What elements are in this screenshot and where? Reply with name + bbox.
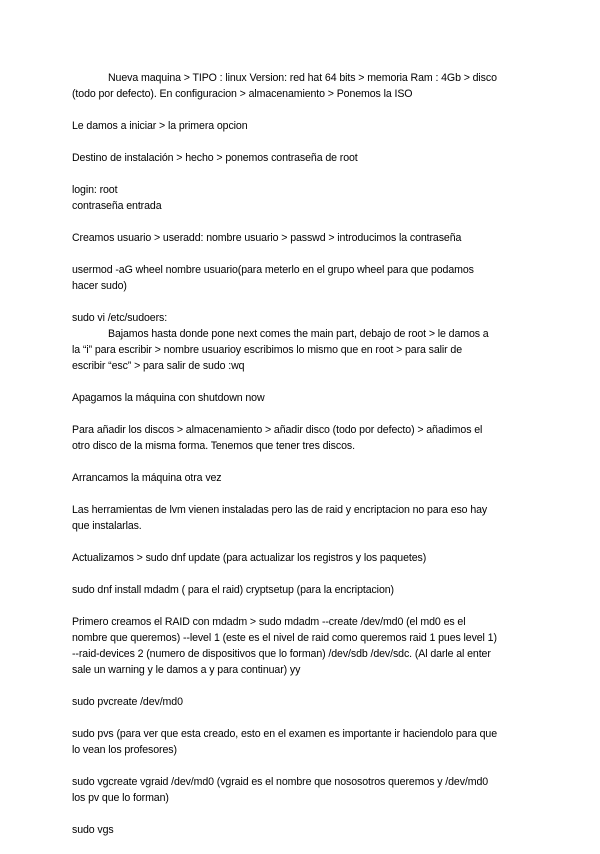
text-line: contraseña entrada [72,200,162,212]
text-line: Arrancamos la máquina otra vez [72,472,222,484]
text-line: Bajamos hasta donde pone next comes the main part, debajo de root > le damos a [108,328,489,340]
text-line: sale un warning y le damos a y para continuar) yy [72,664,301,676]
paragraph-shutdown [72,390,532,406]
text-line: hacer sudo) [72,280,127,292]
paragraph-start [72,118,532,134]
text-line: Destino de instalación > hecho > ponemos contraseña de root [72,152,358,164]
text-line: sudo pvs (para ver que esta creado, esto en el examen es importante ir haciendolo para que [72,728,498,740]
paragraph-update [72,550,532,566]
paragraph-create-raid [72,614,532,678]
paragraph-install-mdadm [72,582,532,598]
text-line: sudo pvcreate /dev/md0 [72,696,183,708]
paragraph-new-machine [72,70,532,102]
text-line: Le damos a iniciar > la primera opcion [72,120,248,132]
paragraph-vgcreate [72,774,532,806]
text-line: otro disco de la misma forma. Tenemos que tener tres discos. [72,440,355,452]
text-line: Nueva maquina > TIPO : linux Version: red hat 64 bits > memoria Ram : 4Gb > disco [108,72,497,84]
text-line: Apagamos la máquina con shutdown now [72,392,265,404]
paragraph-create-user [72,230,532,246]
paragraph-restart [72,470,532,486]
text-line: Las herramientas de lvm vienen instaladas pero las de raid y encriptacion no para eso hay [72,504,488,516]
text-line: --raid-devices 2 (numero de dispositivos que lo forman) /dev/sdb /dev/sdc. (Al darle al enter [72,648,491,660]
text-line: sudo vgs [72,824,114,836]
paragraph-sudoers [72,310,532,326]
text-line: Actualizamos > sudo dnf update (para actualizar los registros y los paquetes) [72,552,427,564]
text-line: nombre que queremos) --level 1 (este es el nivel de raid como queremos raid 1 pues level 1) [72,632,497,644]
paragraph-pvs [72,726,532,758]
paragraph-vgs [72,822,532,838]
paragraph-sudoers-steps [72,326,532,374]
text-line: (todo por defecto). En configuracion > almacenamiento > Ponemos la ISO [72,88,413,100]
text-line: sudo dnf install mdadm ( para el raid) cryptsetup (para la encriptacion) [72,584,394,596]
text-line: sudo vgcreate vgraid /dev/md0 (vgraid es el nombre que nososotros queremos y /dev/md0 [72,776,489,788]
text-line: Para añadir los discos > almacenamiento > añadir disco (todo por defecto) > añadimos el [72,424,483,436]
document-body [72,70,532,854]
paragraph-pvcreate [72,694,532,710]
text-line: los pv que lo forman) [72,792,169,804]
text-line: login: root [72,184,118,196]
text-line: que instalarlas. [72,520,142,532]
text-line: escribir “esc” > para salir de sudo :wq [72,360,245,372]
text-line: usermod -aG wheel nombre usuario(para meterlo en el grupo wheel para que podamos [72,264,474,276]
paragraph-login [72,182,532,214]
text-line: lo vean los profesores) [72,744,177,756]
text-line: Creamos usuario > useradd: nombre usuario > passwd > introducimos la contraseña [72,232,462,244]
paragraph-install-destination [72,150,532,166]
text-line: sudo vi /etc/sudoers: [72,312,168,324]
paragraph-tools [72,502,532,534]
paragraph-add-disks [72,422,532,454]
text-line: Primero creamos el RAID con mdadm > sudo mdadm --create /dev/md0 (el md0 es el [72,616,466,628]
text-line: la “i” para escribir > nombre usuarioy escribimos lo mismo que en root > para salir de [72,344,463,356]
paragraph-usermod [72,262,532,294]
